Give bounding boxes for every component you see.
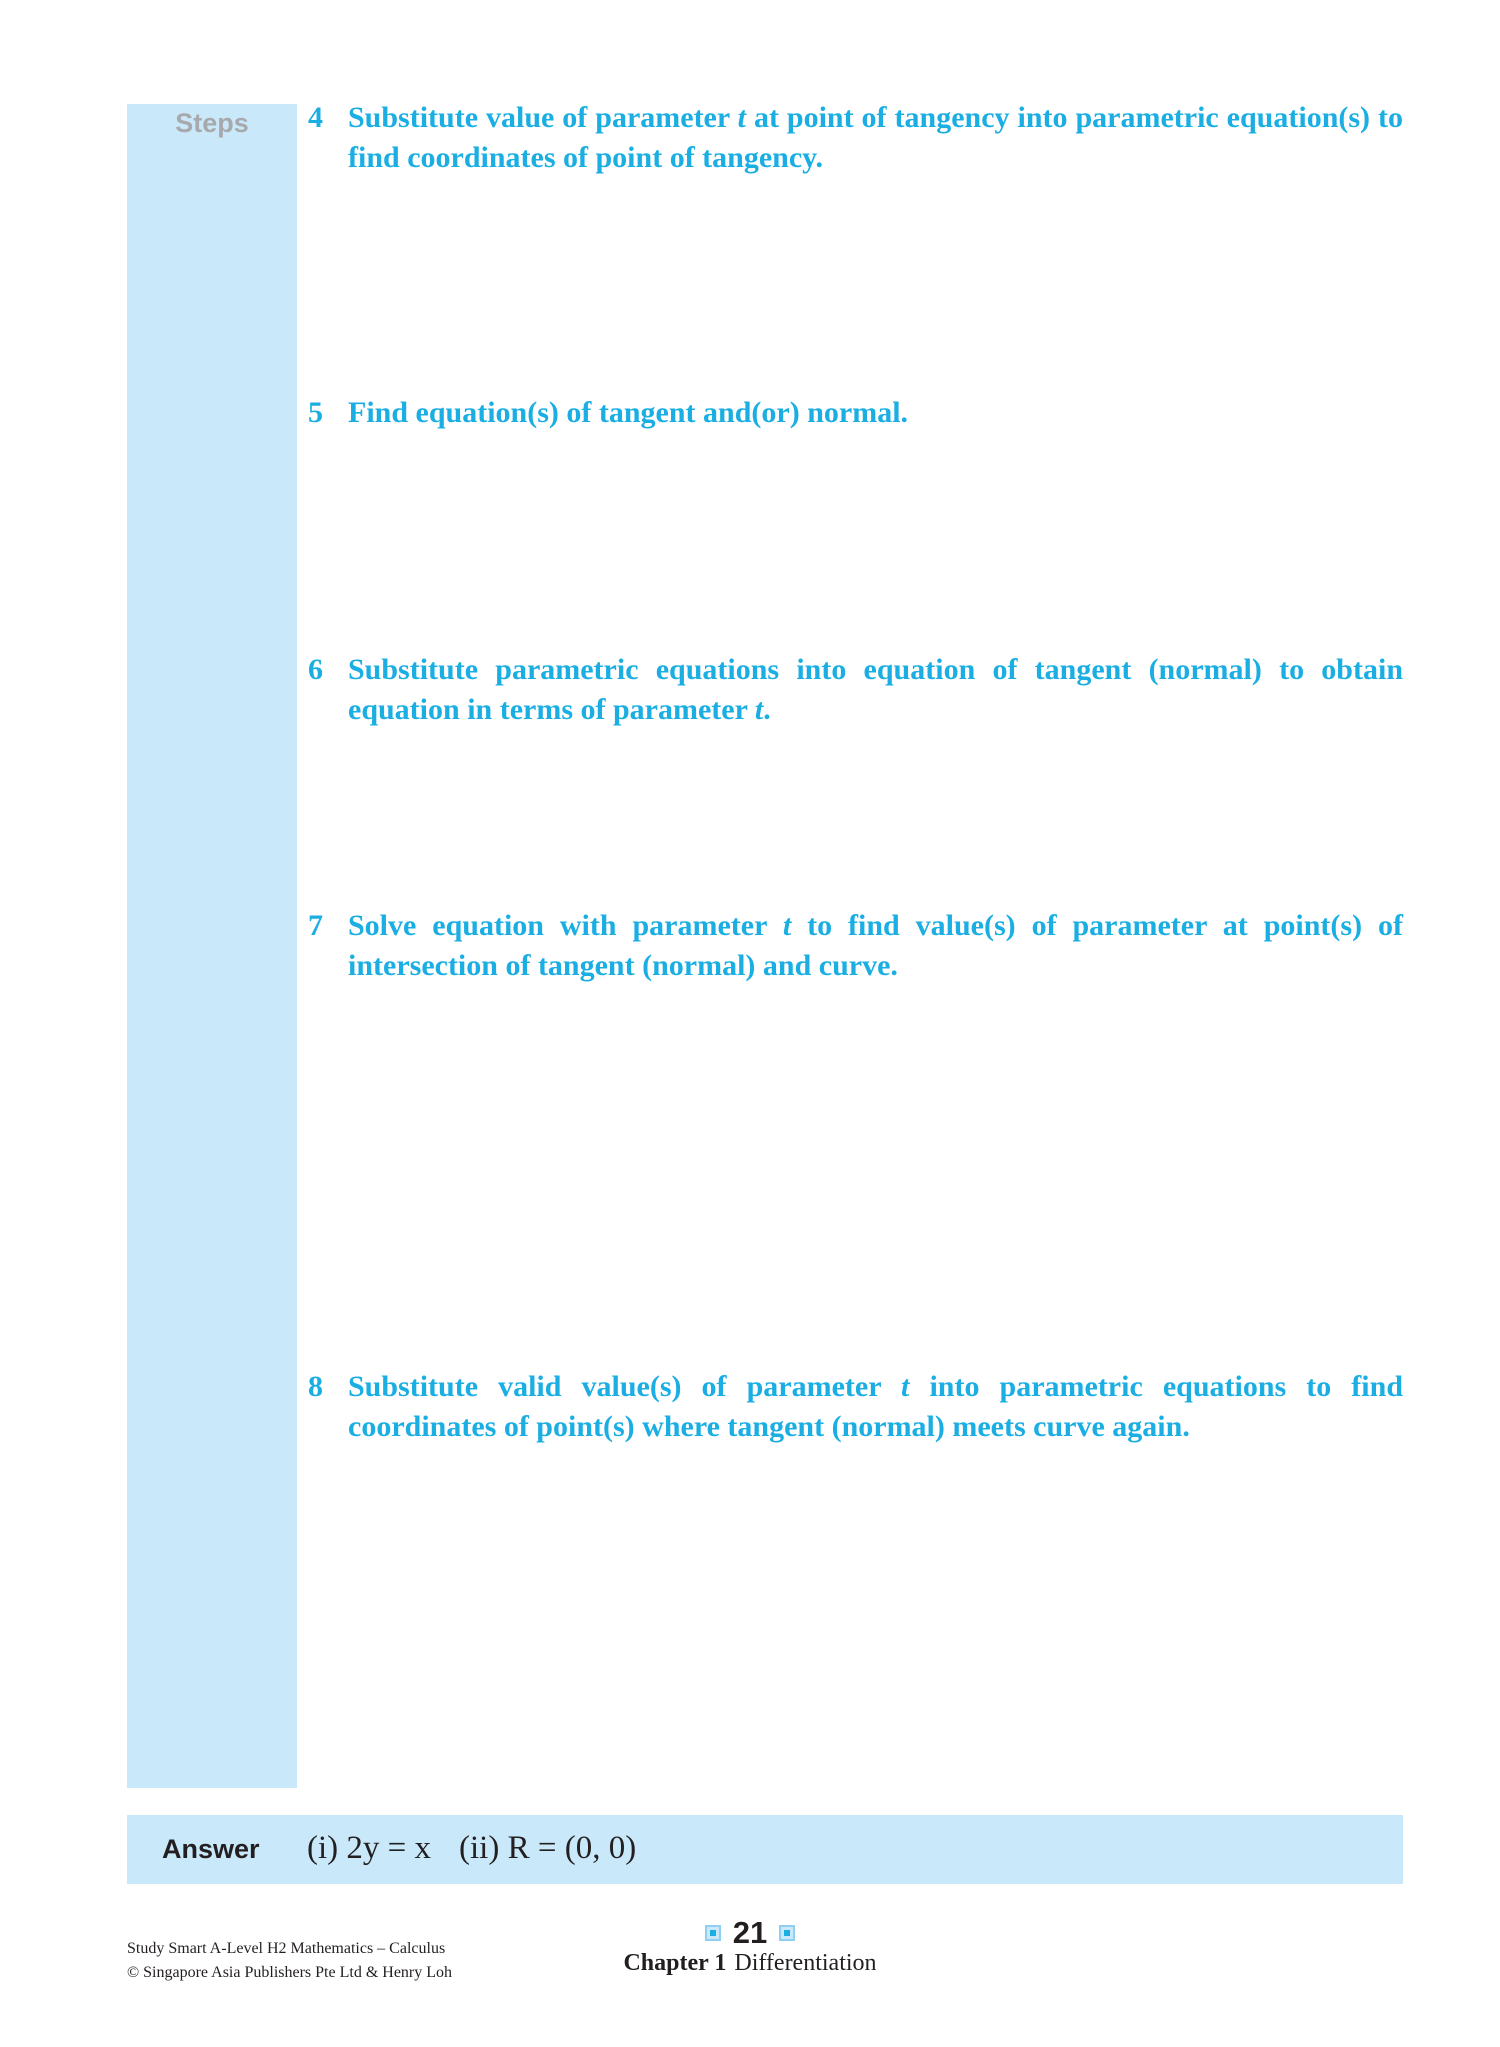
step-text: Find equation(s) of tangent and(or) normal. xyxy=(348,396,909,429)
chapter-title: Differentiation xyxy=(734,1950,877,1976)
step-number: 6 xyxy=(308,653,323,686)
steps-sidebar xyxy=(127,104,297,1788)
page-number-area xyxy=(0,1915,1500,1951)
sidebar-label: Steps xyxy=(175,108,249,138)
step-text: Substitute valid value(s) of parameter t into parametric equations to find coordinates of point(s) where tangent (normal) meets curve again. xyxy=(348,1370,1403,1443)
step-7 xyxy=(308,906,1403,986)
copyright: © Singapore Asia Publishers Pte Ltd & Henry Loh xyxy=(127,1964,453,1981)
step-text: Substitute value of parameter t at point of tangency into parametric equation(s) to find coordinates of point of tangency. xyxy=(348,101,1403,174)
step-5 xyxy=(308,393,1403,433)
step-number: 8 xyxy=(308,1370,323,1403)
chapter-heading xyxy=(0,1950,1500,1977)
step-number: 5 xyxy=(308,396,323,429)
answer-text xyxy=(307,1830,636,1867)
answer-part-2: (ii) R = (0, 0) xyxy=(459,1830,637,1866)
answer-bar xyxy=(127,1815,1403,1884)
step-number: 4 xyxy=(308,101,323,134)
page-number-value: 21 xyxy=(732,1915,768,1950)
answer-part-1: (i) 2y = x xyxy=(307,1830,432,1866)
book-title: Study Smart A-Level H2 Mathematics – Calculus xyxy=(127,1940,446,1957)
step-number: 7 xyxy=(308,909,323,942)
step-text: Substitute parametric equations into equation of tangent (normal) to obtain equation in terms of parameter t. xyxy=(348,653,1403,726)
answer-label: Answer xyxy=(162,1834,260,1864)
step-4 xyxy=(308,98,1403,178)
square-bullet-icon xyxy=(779,1925,795,1941)
chapter-label: Chapter 1 xyxy=(623,1950,727,1976)
step-text: Solve equation with parameter t to find value(s) of parameter at point(s) of intersection of tangent (normal) and curve. xyxy=(348,909,1403,982)
step-6 xyxy=(308,650,1403,730)
page-number xyxy=(705,1915,795,1951)
step-8 xyxy=(308,1367,1403,1447)
square-bullet-icon xyxy=(705,1925,721,1941)
